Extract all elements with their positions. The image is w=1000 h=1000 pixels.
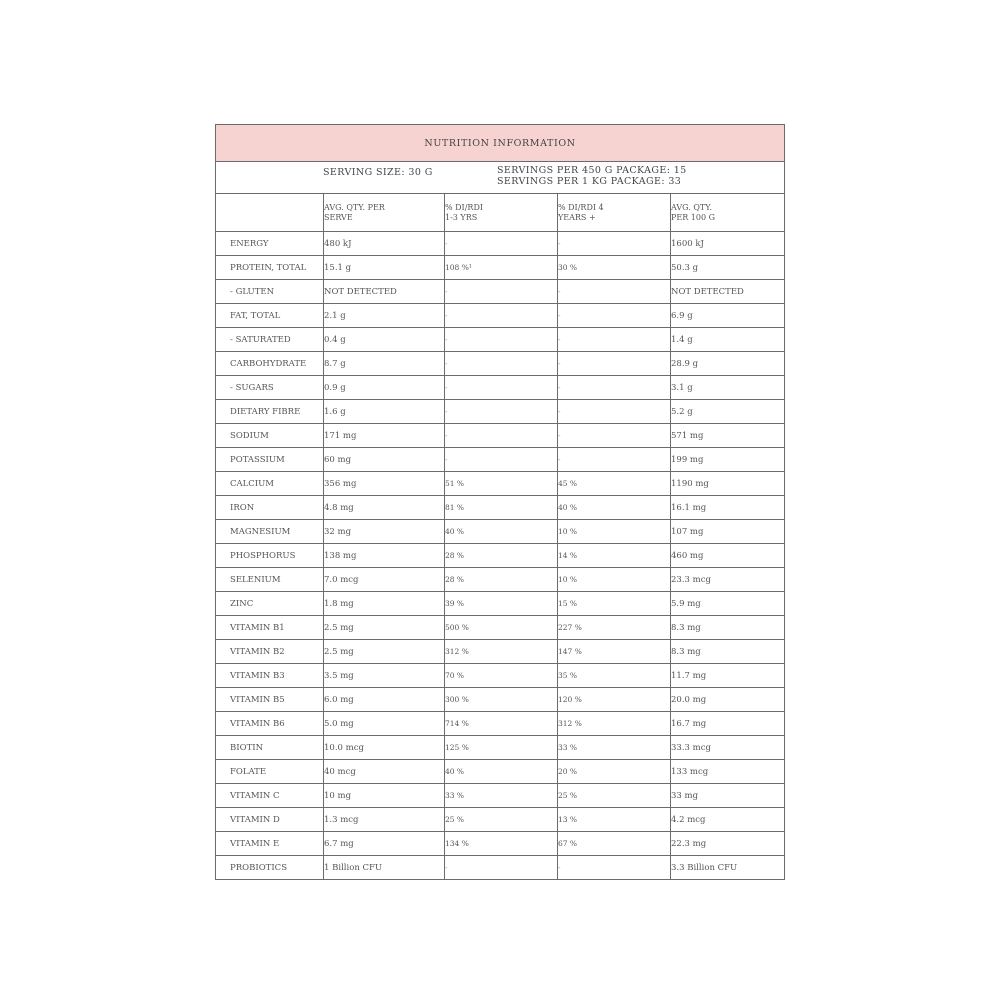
column-header-line: % DI/RDI 4: [558, 202, 604, 212]
table-cell: -: [445, 328, 558, 352]
table-cell: 0.4 g: [324, 328, 445, 352]
table-cell: 81 %: [445, 496, 558, 520]
table-cell: -: [558, 304, 671, 328]
servings-450g: SERVINGS PER 450 G PACKAGE: 15: [497, 165, 687, 176]
table-cell: 16.1 mg: [671, 496, 785, 520]
table-cell: -: [445, 448, 558, 472]
table-cell: 6.0 mg: [324, 688, 445, 712]
table-row: [216, 400, 785, 424]
table-cell: 39 %: [445, 592, 558, 616]
table-row: [216, 712, 785, 736]
table-row: [216, 376, 785, 400]
nutrient-name: VITAMIN C: [216, 784, 324, 808]
column-header-2: [445, 194, 558, 232]
table-cell: 300 %: [445, 688, 558, 712]
nutrient-name: PHOSPHORUS: [216, 544, 324, 568]
table-cell: -: [445, 232, 558, 256]
table-cell: -: [445, 376, 558, 400]
table-cell: 2.5 mg: [324, 640, 445, 664]
table-row: [216, 328, 785, 352]
column-header-line: 1-3 YRS: [445, 212, 478, 222]
column-header-4: [671, 194, 785, 232]
table-cell: 133 mcg: [671, 760, 785, 784]
table-cell: 171 mg: [324, 424, 445, 448]
table-cell: 356 mg: [324, 472, 445, 496]
table-cell: 51 %: [445, 472, 558, 496]
column-header-line: YEARS +: [558, 212, 596, 222]
nutrition-panel: [215, 124, 784, 880]
column-header-1: [324, 194, 445, 232]
table-cell: 1.8 mg: [324, 592, 445, 616]
table-row: [216, 640, 785, 664]
nutrient-name: FOLATE: [216, 760, 324, 784]
table-cell: 32 mg: [324, 520, 445, 544]
table-cell: 20 %: [558, 760, 671, 784]
nutrient-name: SODIUM: [216, 424, 324, 448]
table-row: [216, 784, 785, 808]
table-cell: 30 %: [558, 256, 671, 280]
table-cell: 571 mg: [671, 424, 785, 448]
table-cell: -: [558, 328, 671, 352]
table-cell: 8.7 g: [324, 352, 445, 376]
table-cell: 134 %: [445, 832, 558, 856]
table-cell: 8.3 mg: [671, 616, 785, 640]
table-cell: 10 mg: [324, 784, 445, 808]
table-cell: -: [558, 280, 671, 304]
table-row: [216, 232, 785, 256]
nutrient-name: MAGNESIUM: [216, 520, 324, 544]
table-row: [216, 808, 785, 832]
nutrient-name: CARBOHYDRATE: [216, 352, 324, 376]
table-cell: -: [445, 400, 558, 424]
table-cell: 23.3 mcg: [671, 568, 785, 592]
table-cell: 10.0 mcg: [324, 736, 445, 760]
table-cell: 1600 kJ: [671, 232, 785, 256]
table-cell: -: [445, 304, 558, 328]
table-cell: 6.9 g: [671, 304, 785, 328]
table-row: [216, 856, 785, 880]
column-header-3: [558, 194, 671, 232]
nutrient-name: POTASSIUM: [216, 448, 324, 472]
table-cell: -: [445, 280, 558, 304]
table-cell: 50.3 g: [671, 256, 785, 280]
table-cell: 22.3 mg: [671, 832, 785, 856]
table-cell: 67 %: [558, 832, 671, 856]
table-row: [216, 304, 785, 328]
table-row: [216, 352, 785, 376]
table-cell: -: [558, 352, 671, 376]
table-cell: 33.3 mcg: [671, 736, 785, 760]
serving-size: SERVING SIZE: 30 G: [323, 167, 433, 178]
table-cell: 5.0 mg: [324, 712, 445, 736]
nutrient-name: VITAMIN B3: [216, 664, 324, 688]
table-cell: 2.1 g: [324, 304, 445, 328]
nutrient-name: SELENIUM: [216, 568, 324, 592]
table-cell: 40 %: [445, 520, 558, 544]
table-cell: 70 %: [445, 664, 558, 688]
table-row: [216, 688, 785, 712]
table-cell: 40 mcg: [324, 760, 445, 784]
table-row: [216, 760, 785, 784]
table-cell: 714 %: [445, 712, 558, 736]
nutrient-name: CALCIUM: [216, 472, 324, 496]
column-header-line: PER 100 G: [671, 212, 715, 222]
column-header-line: SERVE: [324, 212, 353, 222]
servings-1kg: SERVINGS PER 1 KG PACKAGE: 33: [497, 176, 682, 187]
table-cell: 35 %: [558, 664, 671, 688]
nutrient-name: FAT, TOTAL: [216, 304, 324, 328]
nutrient-name: - GLUTEN: [216, 280, 324, 304]
table-cell: 28 %: [445, 568, 558, 592]
table-cell: 1190 mg: [671, 472, 785, 496]
table-cell: 60 mg: [324, 448, 445, 472]
table-cell: 1.4 g: [671, 328, 785, 352]
table-cell: 28 %: [445, 544, 558, 568]
table-cell: 107 mg: [671, 520, 785, 544]
table-cell: 11.7 mg: [671, 664, 785, 688]
table-cell: 0.9 g: [324, 376, 445, 400]
servings-per-package: [497, 165, 687, 187]
table-cell: NOT DETECTED: [671, 280, 785, 304]
table-cell: 7.0 mcg: [324, 568, 445, 592]
table-row: [216, 544, 785, 568]
table-cell: -: [558, 448, 671, 472]
nutrient-name: - SATURATED: [216, 328, 324, 352]
table-cell: 3.1 g: [671, 376, 785, 400]
table-cell: 312 %: [558, 712, 671, 736]
column-header-line: AVG. QTY. PER: [324, 202, 385, 212]
table-row: [216, 664, 785, 688]
table-cell: 227 %: [558, 616, 671, 640]
table-cell: 5.2 g: [671, 400, 785, 424]
nutrient-name: BIOTIN: [216, 736, 324, 760]
nutrition-table: [215, 124, 785, 880]
table-cell: 3.3 Billion CFU: [671, 856, 785, 880]
table-cell: 40 %: [445, 760, 558, 784]
table-cell: 10 %: [558, 520, 671, 544]
table-cell: -: [445, 424, 558, 448]
table-cell: 1.6 g: [324, 400, 445, 424]
table-cell: 2.5 mg: [324, 616, 445, 640]
table-row: [216, 736, 785, 760]
table-cell: 10 %: [558, 568, 671, 592]
table-cell: 6.7 mg: [324, 832, 445, 856]
title-row: [216, 125, 785, 162]
table-row: [216, 496, 785, 520]
table-row: [216, 448, 785, 472]
table-cell: 147 %: [558, 640, 671, 664]
table-cell: 5.9 mg: [671, 592, 785, 616]
table-cell: 500 %: [445, 616, 558, 640]
table-cell: 8.3 mg: [671, 640, 785, 664]
nutrient-name: VITAMIN B5: [216, 688, 324, 712]
table-cell: 4.8 mg: [324, 496, 445, 520]
table-cell: 33 %: [445, 784, 558, 808]
table-row: [216, 256, 785, 280]
table-cell: 312 %: [445, 640, 558, 664]
table-cell: 138 mg: [324, 544, 445, 568]
table-cell: 15.1 g: [324, 256, 445, 280]
table-cell: 28.9 g: [671, 352, 785, 376]
table-cell: 108 %¹: [445, 256, 558, 280]
table-row: [216, 424, 785, 448]
table-cell: -: [558, 400, 671, 424]
table-cell: 125 %: [445, 736, 558, 760]
table-cell: -: [558, 424, 671, 448]
table-cell: 199 mg: [671, 448, 785, 472]
table-cell: NOT DETECTED: [324, 280, 445, 304]
nutrient-name: VITAMIN B2: [216, 640, 324, 664]
nutrient-name: VITAMIN D: [216, 808, 324, 832]
table-cell: -: [445, 856, 558, 880]
table-cell: 120 %: [558, 688, 671, 712]
table-row: [216, 472, 785, 496]
table-cell: 3.5 mg: [324, 664, 445, 688]
table-cell: 4.2 mcg: [671, 808, 785, 832]
nutrient-name: ZINC: [216, 592, 324, 616]
table-cell: 40 %: [558, 496, 671, 520]
column-header-line: % DI/RDI: [445, 202, 484, 212]
column-header-row: [216, 194, 785, 232]
table-cell: -: [558, 376, 671, 400]
nutrient-name: ENERGY: [216, 232, 324, 256]
column-header-line: AVG. QTY.: [671, 202, 713, 212]
table-cell: 460 mg: [671, 544, 785, 568]
nutrient-name: PROBIOTICS: [216, 856, 324, 880]
table-cell: 13 %: [558, 808, 671, 832]
table-cell: -: [558, 232, 671, 256]
table-row: [216, 568, 785, 592]
nutrient-name: IRON: [216, 496, 324, 520]
nutrient-name: - SUGARS: [216, 376, 324, 400]
table-cell: 15 %: [558, 592, 671, 616]
table-cell: -: [445, 352, 558, 376]
table-row: [216, 592, 785, 616]
table-title: NUTRITION INFORMATION: [216, 125, 785, 162]
table-cell: 33 %: [558, 736, 671, 760]
table-cell: 25 %: [445, 808, 558, 832]
nutrient-name: DIETARY FIBRE: [216, 400, 324, 424]
table-cell: 1 Billion CFU: [324, 856, 445, 880]
table-row: [216, 832, 785, 856]
table-row: [216, 520, 785, 544]
table-cell: 33 mg: [671, 784, 785, 808]
table-cell: 480 kJ: [324, 232, 445, 256]
table-cell: 16.7 mg: [671, 712, 785, 736]
column-header-0: [216, 194, 324, 232]
table-cell: -: [558, 856, 671, 880]
table-cell: 25 %: [558, 784, 671, 808]
nutrient-name: VITAMIN E: [216, 832, 324, 856]
nutrient-name: PROTEIN, TOTAL: [216, 256, 324, 280]
nutrient-name: VITAMIN B1: [216, 616, 324, 640]
table-cell: 20.0 mg: [671, 688, 785, 712]
table-row: [216, 280, 785, 304]
table-cell: 14 %: [558, 544, 671, 568]
table-row: [216, 616, 785, 640]
table-cell: 45 %: [558, 472, 671, 496]
nutrient-name: VITAMIN B6: [216, 712, 324, 736]
table-cell: 1.3 mcg: [324, 808, 445, 832]
serving-row: [216, 162, 785, 194]
